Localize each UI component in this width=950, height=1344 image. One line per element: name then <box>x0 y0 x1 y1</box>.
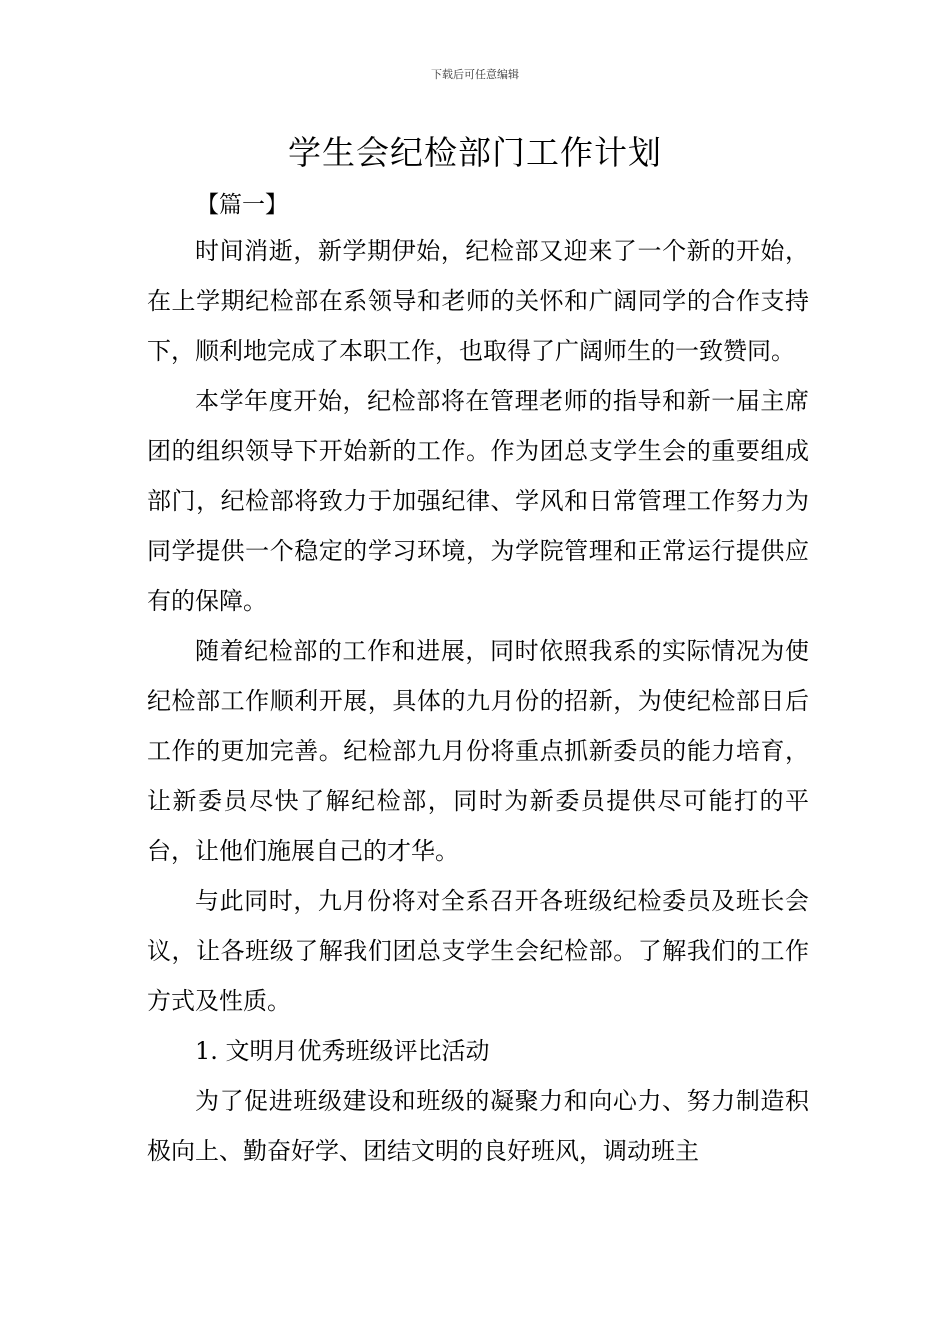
document-body <box>147 226 809 1176</box>
list-item-heading: 1. 文明月优秀班级评比活动 <box>195 1037 490 1065</box>
paragraph: 时间消逝，新学期伊始，纪检部又迎来了一个新的开始，在上学期纪检部在系领导和老师的关怀和广阔同学的合作支持下，顺利地完成了本职工作，也取得了广阔师生的一致赞同。 <box>147 237 809 365</box>
paragraph: 本学年度开始，纪检部将在管理老师的指导和新一届主席团的组织领导下开始新的工作。作为团总支学生会的重要组成部门，纪检部将致力于加强纪律、学风和日常管理工作努力为同学提供一个稳定的学习环境，为学院管理和正常运行提供应有的保障。 <box>147 387 809 615</box>
header-note: 下载后可任意编辑 <box>431 68 519 81</box>
paragraph: 随着纪检部的工作和进展，同时依照我系的实际情况为使纪检部工作顺利开展，具体的九月份的招新，为使纪检部日后工作的更加完善。纪检部九月份将重点抓新委员的能力培育，让新委员尽快了解纪检部，同时为新委员提供尽可能打的平台，让他们施展自己的才华。 <box>147 637 809 865</box>
document-title: 学生会纪检部门工作计划 <box>288 133 662 172</box>
paragraph: 与此同时，九月份将对全系召开各班级纪检委员及班长会议，让各班级了解我们团总支学生会纪检部。了解我们的工作方式及性质。 <box>147 887 809 1015</box>
section-label: 【篇一】 <box>196 192 288 218</box>
paragraph: 为了促进班级建设和班级的凝聚力和向心力、努力制造积极向上、勤奋好学、团结文明的良好班风，调动班主 <box>147 1087 809 1165</box>
